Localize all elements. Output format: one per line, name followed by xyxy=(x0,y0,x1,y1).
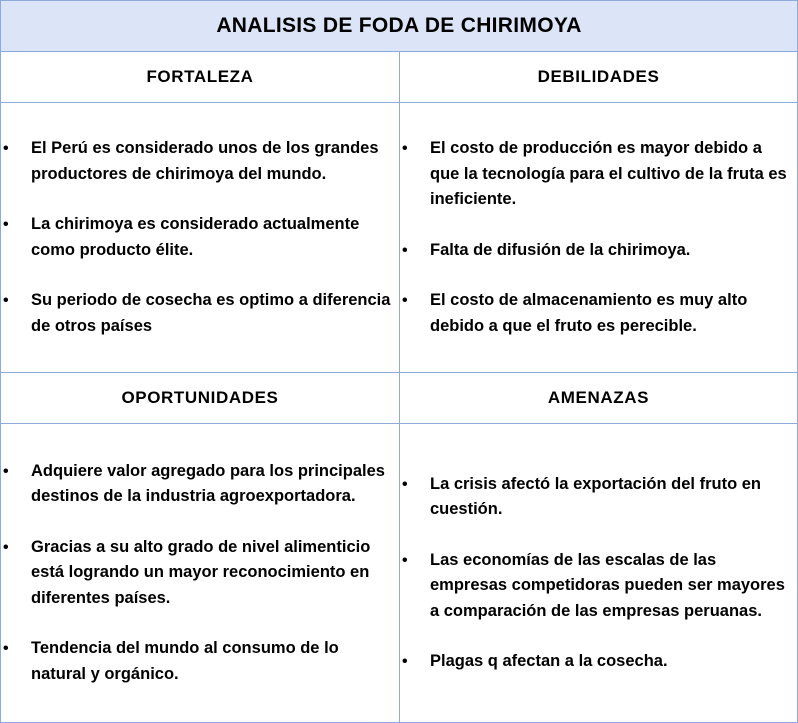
list-item: • El costo de almacenamiento es muy alto debido a que el fruto es perecible. xyxy=(400,288,797,339)
list-item: • Las economías de las escalas de las empresas competidoras pueden ser mayores a comparación de las empresas peruanas. xyxy=(400,548,797,625)
amenazas-list xyxy=(400,472,797,675)
header-amenazas: AMENAZAS xyxy=(400,373,797,424)
list-item: • El Perú es considerado unos de los grandes productores de chirimoya del mundo. xyxy=(1,136,399,187)
table-title: ANALISIS DE FODA DE CHIRIMOYA xyxy=(1,1,797,52)
list-item: • Plagas q afectan a la cosecha. xyxy=(400,649,797,675)
oportunidades-cell xyxy=(1,424,399,722)
fortaleza-list xyxy=(1,136,399,339)
debilidades-list xyxy=(400,136,797,339)
header-debilidades: DEBILIDADES xyxy=(400,52,797,103)
list-item: • Falta de difusión de la chirimoya. xyxy=(400,238,797,264)
list-item: • La crisis afectó la exportación del fruto en cuestión. xyxy=(400,472,797,523)
oportunidades-list xyxy=(1,459,399,688)
debilidades-cell xyxy=(400,103,797,372)
header-fortaleza: FORTALEZA xyxy=(1,52,399,103)
list-item: • Gracias a su alto grado de nivel alimenticio está logrando un mayor reconocimiento en diferentes países. xyxy=(1,535,399,612)
amenazas-cell xyxy=(400,424,797,722)
list-item: • Tendencia del mundo al consumo de lo natural y orgánico. xyxy=(1,636,399,687)
header-oportunidades: OPORTUNIDADES xyxy=(1,373,399,424)
list-item: • Su periodo de cosecha es optimo a diferencia de otros países xyxy=(1,288,399,339)
fortaleza-cell xyxy=(1,103,399,372)
list-item: • El costo de producción es mayor debido a que la tecnología para el cultivo de la fruta es ineficiente. xyxy=(400,136,797,213)
list-item: • Adquiere valor agregado para los principales destinos de la industria agroexportadora. xyxy=(1,459,399,510)
list-item: • La chirimoya es considerado actualmente como producto élite. xyxy=(1,212,399,263)
